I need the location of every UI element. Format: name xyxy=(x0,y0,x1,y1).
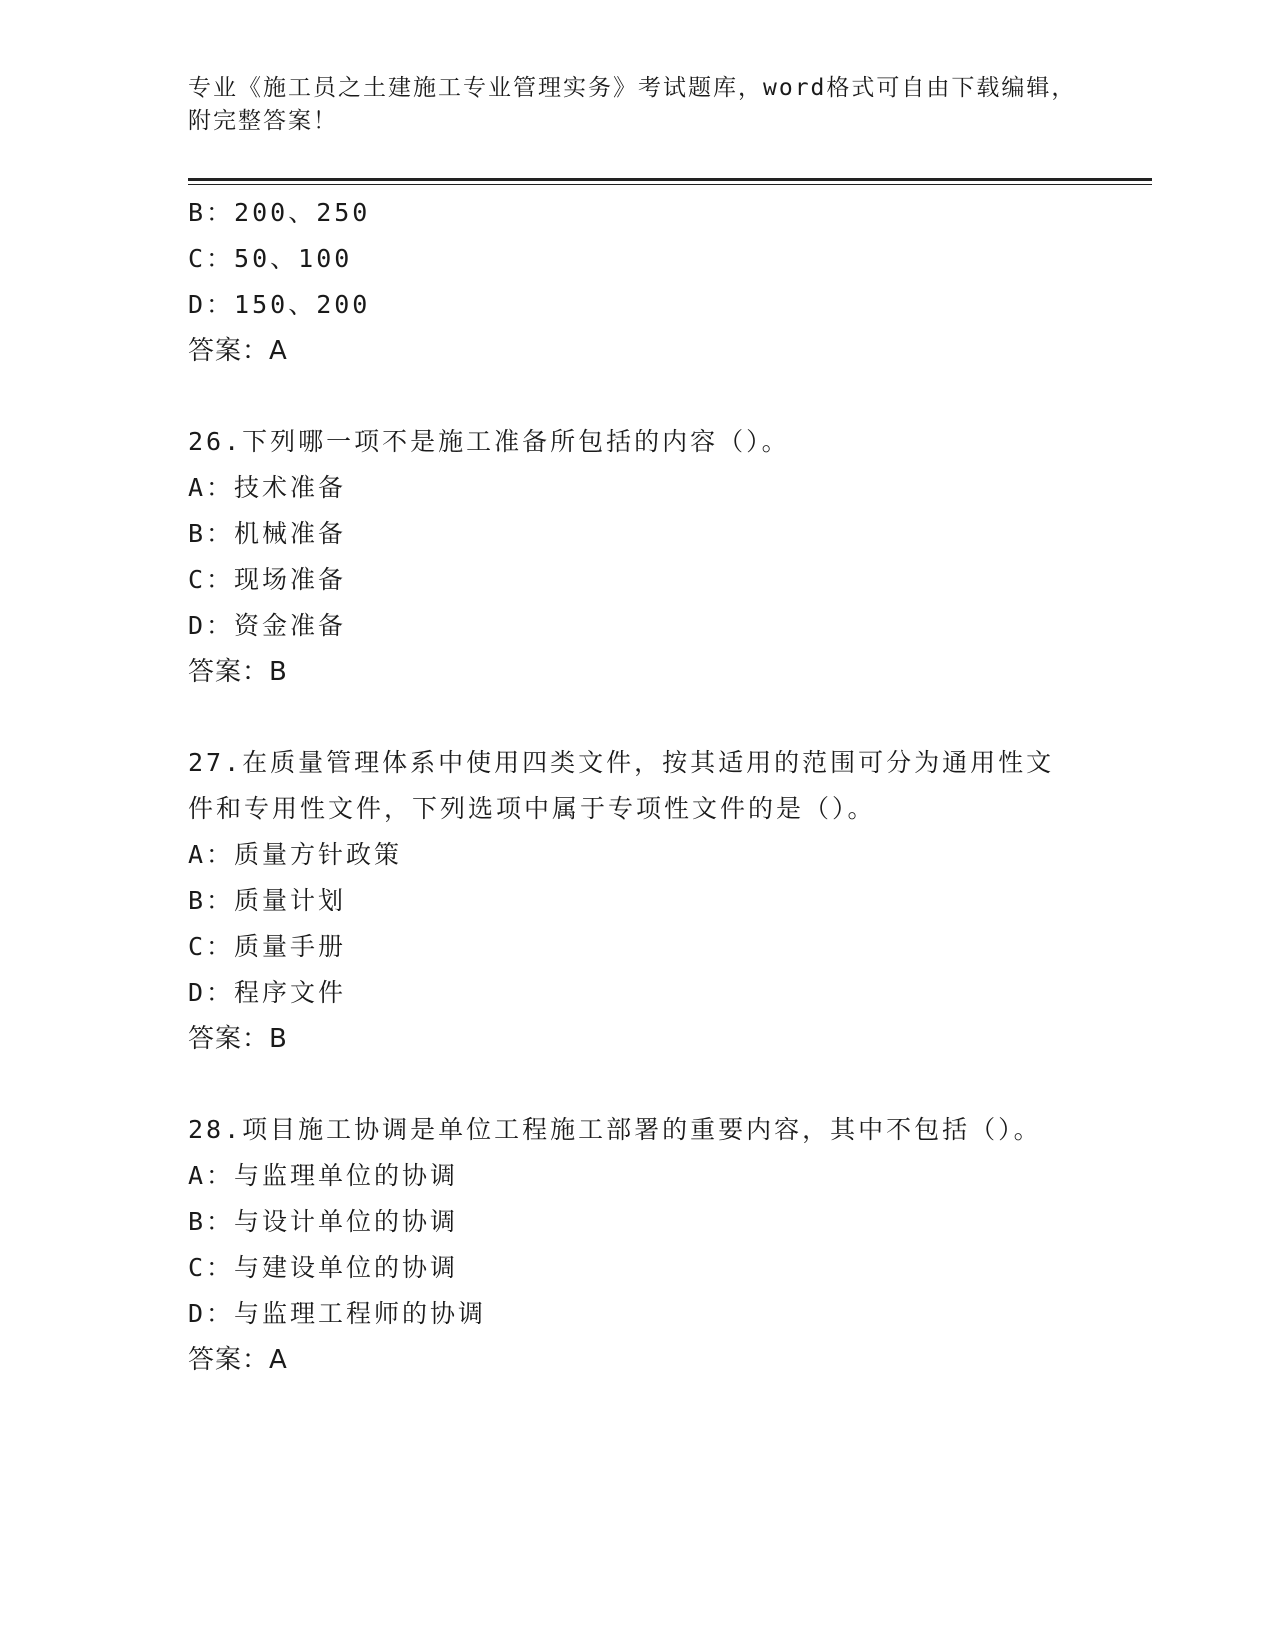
option-c: C：与建设单位的协调 xyxy=(188,1253,459,1282)
option-d: D：150、200 xyxy=(188,290,371,319)
answer-line: 答案：A xyxy=(188,1345,288,1375)
question-stem: 28.项目施工协调是单位工程施工部署的重要内容，其中不包括（）。 xyxy=(188,1115,1042,1144)
header-divider-thin xyxy=(188,184,1152,185)
option-c: C：质量手册 xyxy=(188,932,347,961)
option-b: B：与设计单位的协调 xyxy=(188,1207,459,1236)
option-c: C：50、100 xyxy=(188,244,353,273)
answer-line: 答案：B xyxy=(188,1024,288,1054)
answer-line: 答案：B xyxy=(188,657,288,687)
continued-question xyxy=(188,190,1088,374)
question-stem-line-2: 件和专用性文件，下列选项中属于专项性文件的是（）。 xyxy=(188,794,876,823)
option-a: A：质量方针政策 xyxy=(188,840,403,869)
question-stem: 26.下列哪一项不是施工准备所包括的内容（）。 xyxy=(188,427,790,456)
option-d: D：与监理工程师的协调 xyxy=(188,1299,487,1328)
option-d: D：资金准备 xyxy=(188,611,347,640)
document-header xyxy=(188,72,1088,138)
option-b: B：质量计划 xyxy=(188,886,347,915)
option-c: C：现场准备 xyxy=(188,565,347,594)
header-line-1: 专业《施工员之土建施工专业管理实务》考试题库，word格式可自由下载编辑， xyxy=(188,75,1077,101)
question-27 xyxy=(188,740,1088,1062)
header-divider-thick xyxy=(188,178,1152,181)
question-26 xyxy=(188,419,1088,695)
document-body xyxy=(188,190,1088,1383)
option-b: B：200、250 xyxy=(188,198,371,227)
header-line-2: 附完整答案！ xyxy=(188,108,338,134)
option-d: D：程序文件 xyxy=(188,978,347,1007)
question-28 xyxy=(188,1107,1088,1383)
option-a: A：技术准备 xyxy=(188,473,347,502)
option-b: B：机械准备 xyxy=(188,519,347,548)
option-a: A：与监理单位的协调 xyxy=(188,1161,459,1190)
answer-line: 答案：A xyxy=(188,336,288,366)
question-stem-line-1: 27.在质量管理体系中使用四类文件，按其适用的范围可分为通用性文 xyxy=(188,748,1055,777)
